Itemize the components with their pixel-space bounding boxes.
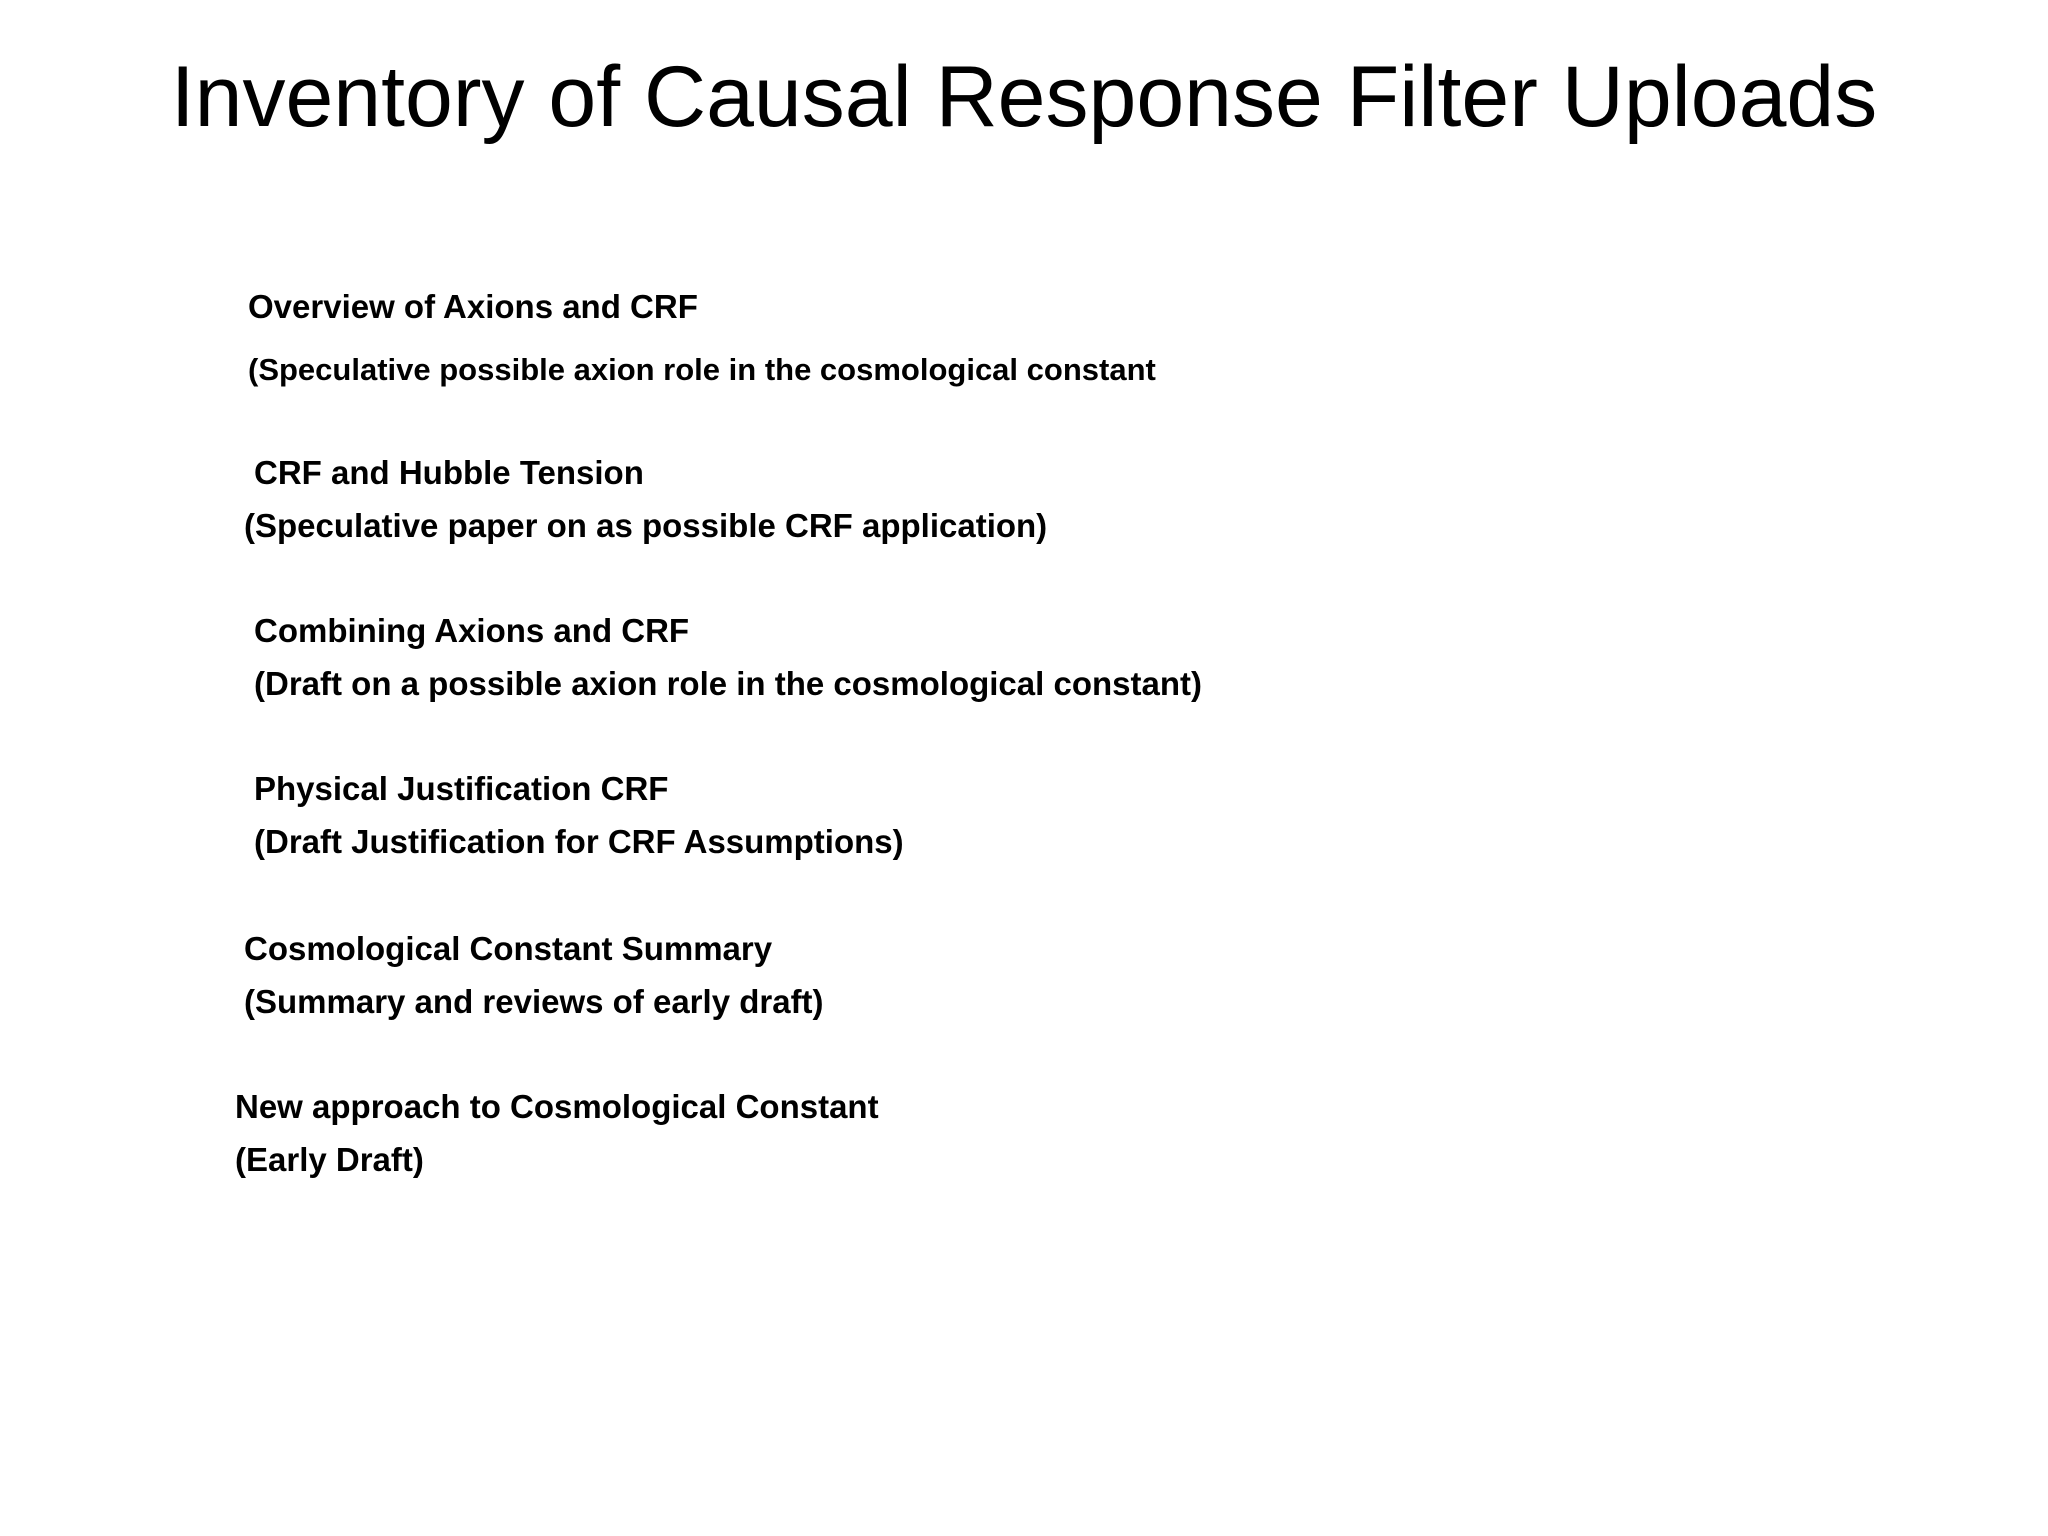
upload-entry-overview-axions-crf[interactable] (248, 280, 1156, 396)
entry-heading[interactable]: Physical Justification CRF (254, 770, 669, 807)
upload-entry-crf-hubble-tension[interactable] (244, 446, 1047, 552)
entry-description: (Speculative paper on as possible CRF application) (244, 507, 1048, 544)
upload-entry-combining-axions-crf[interactable] (254, 604, 1202, 710)
entry-description: (Summary and reviews of early draft) (244, 983, 824, 1020)
entry-heading[interactable]: New approach to Cosmological Constant (235, 1088, 879, 1125)
entry-heading[interactable]: Overview of Axions and CRF (248, 288, 698, 325)
entry-heading[interactable]: CRF and Hubble Tension (254, 454, 644, 491)
upload-entry-physical-justification-crf[interactable] (254, 762, 904, 868)
entry-description: (Draft on a possible axion role in the cosmological constant) (254, 665, 1202, 702)
entry-description: (Draft Justification for CRF Assumptions) (254, 823, 904, 860)
upload-entry-cosmological-constant-summary[interactable] (244, 922, 824, 1028)
page-title: Inventory of Causal Response Filter Uploads (170, 49, 1878, 145)
entry-description: (Speculative possible axion role in the cosmological constant (248, 352, 1156, 387)
entry-description: (Early Draft) (235, 1141, 424, 1178)
entry-heading[interactable]: Combining Axions and CRF (254, 612, 690, 649)
upload-entry-new-approach-cosmological-constant[interactable] (235, 1080, 879, 1186)
entry-heading[interactable]: Cosmological Constant Summary (244, 930, 773, 967)
